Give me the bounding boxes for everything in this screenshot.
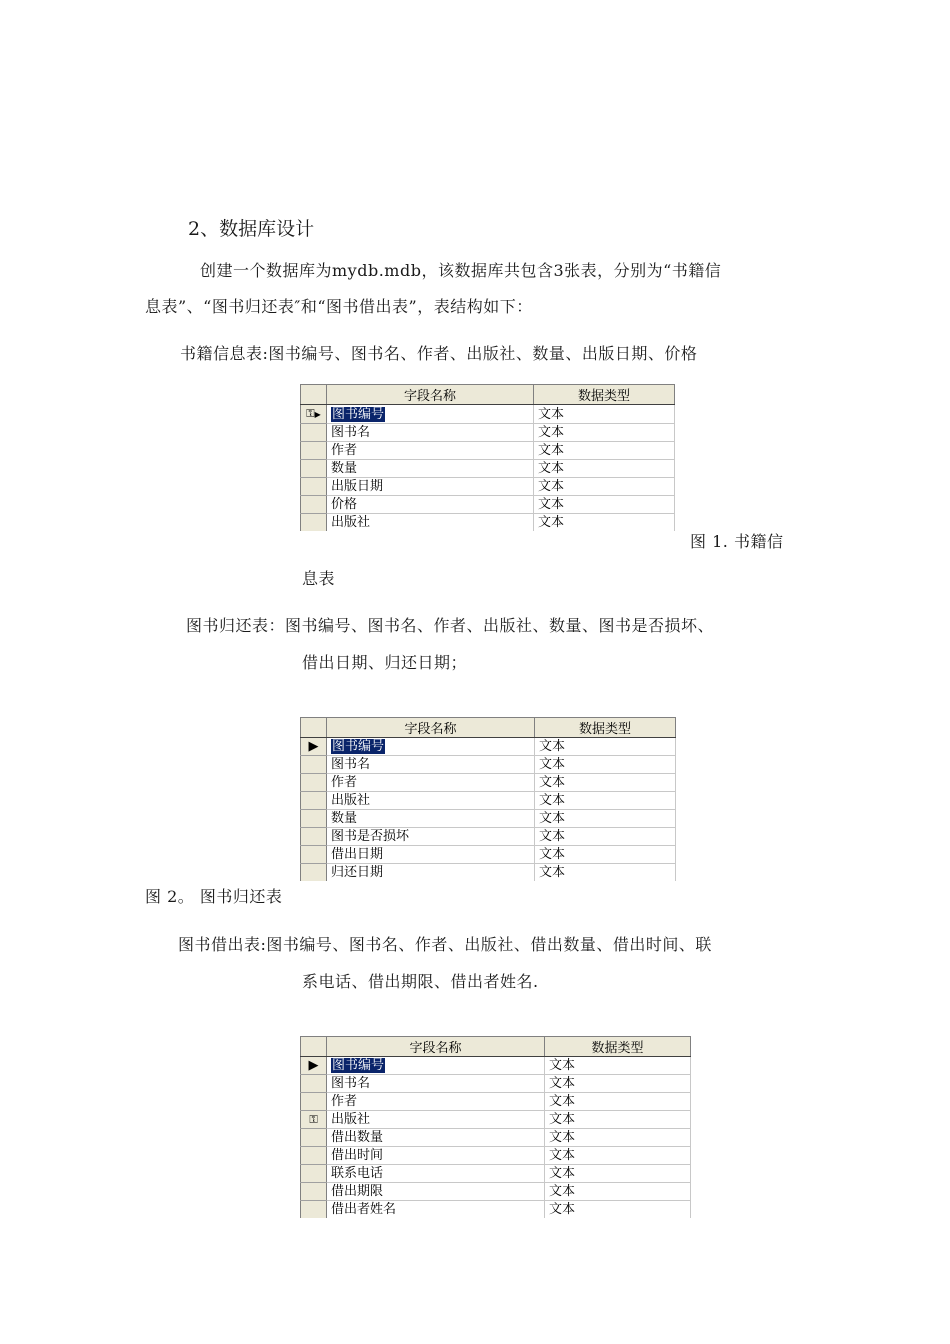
field-name-cell[interactable] <box>327 424 534 442</box>
field-name-cell[interactable] <box>327 405 534 424</box>
row-selector[interactable] <box>301 1201 327 1219</box>
field-row[interactable] <box>301 738 676 756</box>
row-selector[interactable] <box>301 1057 327 1075</box>
field-name-column-header: 字段名称 <box>327 385 534 405</box>
field-name-text: 图书名 <box>331 1076 371 1091</box>
field-name-cell[interactable] <box>327 1147 545 1165</box>
field-row[interactable] <box>301 1111 691 1129</box>
field-row[interactable] <box>301 810 676 828</box>
row-selector[interactable] <box>301 1093 327 1111</box>
row-selector[interactable] <box>301 405 327 424</box>
field-row[interactable] <box>301 442 675 460</box>
field-name-text: 图书编号 <box>332 406 385 422</box>
table2-design-grid <box>300 717 676 881</box>
field-row[interactable] <box>301 1057 691 1075</box>
field-name-text: 借出日期 <box>331 847 384 862</box>
figure1-caption-line1: 图 1. 书籍信 <box>690 532 784 551</box>
field-row[interactable] <box>301 405 675 424</box>
grid-header-row <box>301 718 676 738</box>
current-row-pointer-icon: ▶ <box>308 1058 319 1073</box>
field-row[interactable] <box>301 1147 691 1165</box>
data-type-cell[interactable]: 文本 <box>535 828 676 846</box>
field-name-cell[interactable] <box>327 478 534 496</box>
row-selector[interactable] <box>301 424 327 442</box>
field-name-cell[interactable] <box>327 738 535 756</box>
data-type-cell[interactable]: 文本 <box>535 774 676 792</box>
row-selector[interactable] <box>301 478 327 496</box>
row-selector[interactable] <box>301 442 327 460</box>
data-type-cell[interactable]: 文本 <box>545 1075 691 1093</box>
current-row-pointer-icon: ▶ <box>308 739 319 754</box>
table2-description-line2: 借出日期、归还日期； <box>302 653 468 672</box>
field-name-text: 作者 <box>331 1094 358 1109</box>
row-selector[interactable] <box>301 864 327 882</box>
data-type-cell[interactable]: 文本 <box>534 424 675 442</box>
data-type-cell[interactable]: 文本 <box>534 514 675 532</box>
table1-description: 书籍信息表:图书编号、图书名、作者、出版社、数量、出版日期、价格 <box>180 344 698 363</box>
field-name-cell[interactable] <box>327 846 535 864</box>
grid-header-row <box>301 1037 691 1057</box>
data-type-cell[interactable]: 文本 <box>535 756 676 774</box>
field-name-text: 出版日期 <box>331 479 384 494</box>
data-type-cell[interactable]: 文本 <box>534 460 675 478</box>
table3-design-grid <box>300 1036 691 1218</box>
field-name-text: 图书名 <box>331 425 371 440</box>
data-type-column-header: 数据类型 <box>535 718 676 738</box>
data-type-cell[interactable]: 文本 <box>545 1111 691 1129</box>
field-name-text: 作者 <box>331 775 358 790</box>
field-name-text: 借出期限 <box>331 1184 384 1199</box>
field-name-cell[interactable] <box>327 828 535 846</box>
field-name-text: 数量 <box>331 811 358 826</box>
data-type-cell[interactable]: 文本 <box>545 1147 691 1165</box>
field-name-text: 出版社 <box>331 793 371 808</box>
table2-description-line1: 图书归还表：图书编号、图书名、作者、出版社、数量、图书是否损坏、 <box>186 616 715 635</box>
table1-design-grid <box>300 384 675 531</box>
field-row[interactable] <box>301 1183 691 1201</box>
field-row[interactable] <box>301 792 676 810</box>
row-selector[interactable] <box>301 1183 327 1201</box>
field-name-text: 出版社 <box>331 1112 371 1127</box>
field-row[interactable] <box>301 496 675 514</box>
field-name-cell[interactable] <box>327 1129 545 1147</box>
data-type-cell[interactable]: 文本 <box>534 405 675 424</box>
field-row[interactable] <box>301 1075 691 1093</box>
data-type-cell[interactable]: 文本 <box>545 1093 691 1111</box>
row-selector[interactable] <box>301 514 327 532</box>
row-selector[interactable] <box>301 792 327 810</box>
field-row[interactable] <box>301 478 675 496</box>
field-row[interactable] <box>301 1165 691 1183</box>
data-type-cell[interactable]: 文本 <box>534 442 675 460</box>
row-selector[interactable] <box>301 756 327 774</box>
field-name-text: 图书是否损坏 <box>331 829 410 844</box>
field-name-text: 借出时间 <box>331 1148 384 1163</box>
field-name-cell[interactable] <box>327 1201 545 1219</box>
field-name-text: 图书编号 <box>332 739 385 754</box>
field-row[interactable] <box>301 514 675 532</box>
row-selector[interactable] <box>301 1111 327 1129</box>
field-name-text: 联系电话 <box>331 1166 384 1181</box>
row-selector[interactable] <box>301 1165 327 1183</box>
data-type-cell[interactable]: 文本 <box>535 792 676 810</box>
field-name-text: 价格 <box>331 497 358 512</box>
row-selector[interactable] <box>301 460 327 478</box>
row-selector[interactable] <box>301 846 327 864</box>
field-name-cell[interactable] <box>327 792 535 810</box>
field-row[interactable] <box>301 846 676 864</box>
row-selector[interactable] <box>301 828 327 846</box>
data-type-cell[interactable]: 文本 <box>535 810 676 828</box>
data-type-cell[interactable]: 文本 <box>545 1165 691 1183</box>
figure1-caption-line2: 息表 <box>302 569 336 588</box>
field-name-text: 归还日期 <box>331 865 384 880</box>
data-type-column-header: 数据类型 <box>534 385 675 405</box>
row-selector[interactable] <box>301 1147 327 1165</box>
field-name-cell[interactable] <box>327 1183 545 1201</box>
primary-key-icon: ⚿ <box>309 1113 318 1126</box>
data-type-column-header: 数据类型 <box>545 1037 691 1057</box>
row-selector[interactable] <box>301 738 327 756</box>
data-type-cell[interactable]: 文本 <box>534 478 675 496</box>
field-name-text: 借出者姓名 <box>331 1202 397 1217</box>
field-name-text: 数量 <box>331 461 358 476</box>
field-row[interactable] <box>301 1093 691 1111</box>
field-name-cell[interactable] <box>327 496 534 514</box>
field-row[interactable] <box>301 774 676 792</box>
intro-line-1: 创建一个数据库为mydb.mdb，该数据库共包含3张表，分别为“书籍信 <box>200 261 722 280</box>
field-name-cell[interactable] <box>327 1057 545 1075</box>
field-name-cell[interactable] <box>327 1111 545 1129</box>
field-name-cell[interactable] <box>327 1093 545 1111</box>
field-name-cell[interactable] <box>327 1075 545 1093</box>
row-selector[interactable] <box>301 774 327 792</box>
row-selector-header <box>301 718 327 738</box>
field-row[interactable] <box>301 460 675 478</box>
section-heading: 2、数据库设计 <box>188 218 315 240</box>
row-selector[interactable] <box>301 496 327 514</box>
data-type-cell[interactable]: 文本 <box>535 864 676 882</box>
field-name-cell[interactable] <box>327 442 534 460</box>
row-selector-header <box>301 1037 327 1057</box>
field-name-text: 出版社 <box>331 515 371 530</box>
field-name-text: 借出数量 <box>331 1130 384 1145</box>
field-name-cell[interactable] <box>327 810 535 828</box>
data-type-cell[interactable]: 文本 <box>535 738 676 756</box>
data-type-cell[interactable]: 文本 <box>545 1057 691 1075</box>
data-type-cell[interactable]: 文本 <box>545 1129 691 1147</box>
table3-description-line2: 系电话、借出期限、借出者姓名. <box>302 972 539 991</box>
current-row-pointer-icon: ▶ <box>314 410 321 419</box>
row-selector[interactable] <box>301 1129 327 1147</box>
field-row[interactable] <box>301 424 675 442</box>
field-row[interactable] <box>301 1201 691 1219</box>
field-name-cell[interactable] <box>327 756 535 774</box>
field-name-cell[interactable] <box>327 864 535 882</box>
field-name-text: 作者 <box>331 443 358 458</box>
grid-header-row <box>301 385 675 405</box>
field-name-cell[interactable] <box>327 1165 545 1183</box>
data-type-cell[interactable]: 文本 <box>545 1183 691 1201</box>
field-name-cell[interactable] <box>327 460 534 478</box>
data-type-cell[interactable]: 文本 <box>535 846 676 864</box>
field-name-cell[interactable] <box>327 774 535 792</box>
table3-description-line1: 图书借出表:图书编号、图书名、作者、出版社、借出数量、借出时间、联 <box>178 935 712 954</box>
field-name-cell[interactable] <box>327 514 534 532</box>
primary-key-icon: ⚿ <box>306 407 315 420</box>
data-type-cell[interactable]: 文本 <box>545 1201 691 1219</box>
row-selector[interactable] <box>301 810 327 828</box>
field-row[interactable] <box>301 1129 691 1147</box>
field-row[interactable] <box>301 864 676 882</box>
row-selector[interactable] <box>301 1075 327 1093</box>
data-type-cell[interactable]: 文本 <box>534 496 675 514</box>
field-row[interactable] <box>301 756 676 774</box>
row-selector-header <box>301 385 327 405</box>
field-name-column-header: 字段名称 <box>327 718 535 738</box>
field-name-text: 图书编号 <box>332 1058 385 1073</box>
field-name-column-header: 字段名称 <box>327 1037 545 1057</box>
figure2-caption: 图 2。 图书归还表 <box>145 887 283 906</box>
intro-line-2: 息表”、“图书归还表″和“图书借出表”，表结构如下： <box>145 297 533 316</box>
field-row[interactable] <box>301 828 676 846</box>
field-name-text: 图书名 <box>331 757 371 772</box>
